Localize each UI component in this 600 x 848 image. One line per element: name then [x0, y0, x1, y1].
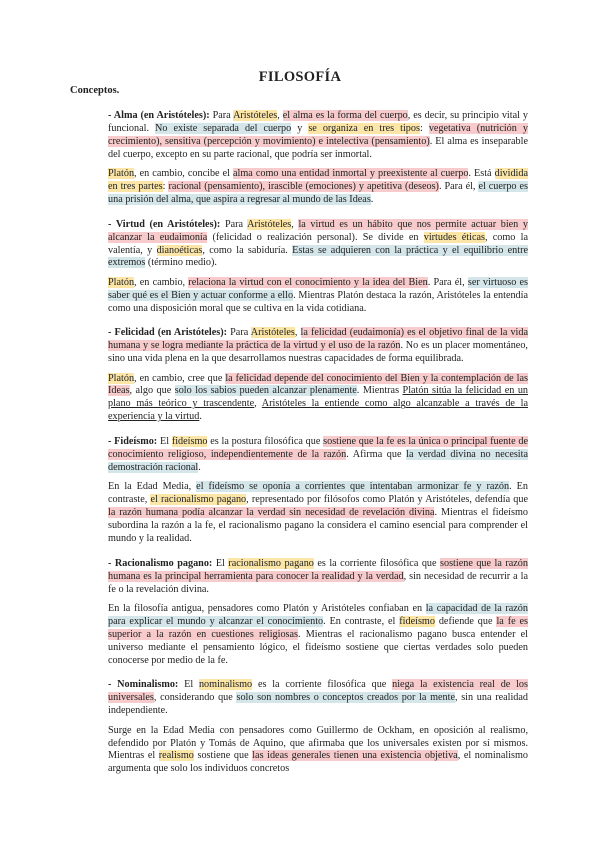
- text-run: . Afirma que: [346, 449, 407, 461]
- highlighted-text: fideísmo: [171, 436, 208, 448]
- highlighted-text: la felicidad (eudaimonía) es el objetivo final de la vida humana y se logra mediante la práctica de la virtud y el uso de la razón: [108, 327, 529, 352]
- highlighted-text: Aristóteles: [233, 110, 278, 121]
- text-run: . No es un placer momentáneo, sino una vida plena en la que desarrollamos nuestras capacidades de forma equilibrada.: [108, 340, 528, 365]
- text-run: El: [184, 679, 199, 691]
- highlighted-text: Aristóteles: [247, 218, 292, 230]
- term-heading: - Racionalismo pagano:: [108, 557, 216, 569]
- text-run: , es decir, su principio vital y funcional.: [108, 110, 528, 134]
- highlighted-text: solo son nombres o conceptos creados por la mente: [236, 692, 455, 704]
- underlined-text: Aristóteles la entiende como algo alcanzable a través de la experiencia y la virtud: [108, 398, 528, 423]
- highlighted-text: la felicidad depende del conocimiento del Bien y la contemplación de las Ideas: [108, 372, 528, 397]
- document-title: FILOSOFÍA: [258, 69, 342, 85]
- text-run: Para: [224, 218, 248, 230]
- paragraph-racionalismo-antigua: [108, 603, 528, 668]
- text-run: . Para él,: [438, 180, 479, 192]
- text-run: .: [370, 193, 374, 205]
- term-heading: Alma: [113, 110, 138, 121]
- text-run: , sin necesidad de recurrir a la fe o la revelación divina.: [108, 570, 528, 595]
- text-run: , como la valentía, y: [108, 231, 528, 256]
- highlighted-text: solo los sabios pueden alcanzar plenamente: [174, 385, 357, 397]
- text-run: ,: [291, 218, 299, 230]
- highlighted-text: la razón humana podía alcanzar la verdad sin necesidad de revelación divina: [108, 507, 435, 519]
- paragraph-virtud-platon: [108, 277, 528, 316]
- highlighted-text: sostiene que la razón humana es la principal herramienta para conocer la realidad y la verdad: [108, 557, 528, 582]
- highlighted-text: el racionalismo pagano: [150, 494, 247, 506]
- highlighted-text: las ideas generales tienen una existencia objetiva: [252, 750, 458, 762]
- text-run: defiende que: [434, 615, 497, 627]
- section-subheading: Conceptos.: [70, 85, 120, 96]
- text-run: Para: [212, 110, 234, 121]
- text-run: es la postura filosófica que: [207, 436, 324, 448]
- text-run: .: [199, 411, 202, 423]
- text-run: , considerando que: [153, 692, 237, 704]
- paragraph-racionalismo-pagano: [108, 558, 528, 597]
- term-heading: (: [137, 110, 144, 121]
- highlighted-text: alma como una entidad inmortal y preexistente al cuerpo: [233, 168, 469, 180]
- text-run: El: [159, 436, 172, 448]
- text-run: El: [215, 557, 229, 569]
- highlighted-text: el fideísmo se oponía a corrientes que intentaban armonizar fe y razón: [196, 481, 510, 493]
- paragraph-felicidad-aristoteles: [108, 327, 528, 366]
- text-run: . Para él,: [427, 276, 468, 288]
- text-run: , como la sabiduría.: [202, 244, 293, 256]
- text-run: y: [291, 122, 309, 134]
- text-run: , en cambio,: [134, 276, 189, 288]
- text-run: (término medio).: [145, 257, 217, 269]
- highlighted-text: la fe es superior a la razón en cuestiones religiosas: [108, 615, 528, 640]
- term-heading: en Aristóteles: [143, 110, 203, 121]
- highlighted-text: ser virtuoso es saber qué es el Bien y actuar conforme a ello: [108, 276, 528, 301]
- text-run: . Está: [468, 168, 495, 180]
- text-run: Surge en la Edad Media con pensadores como Guillermo de Ockham, en oposición al realismo, defendido por Platón y Tomás de Aquino, que afirmaba que los universales existen por sí mismos. Mientras el: [108, 724, 528, 762]
- text-run: En la Edad Media,: [108, 481, 197, 493]
- highlighted-text: Platón: [108, 276, 135, 288]
- highlighted-text: Platón: [108, 372, 135, 384]
- highlighted-text: nominalismo: [198, 679, 253, 691]
- text-run: . Mientras el fideísmo subordina la razón a la fe, el racionalismo pagano la considera el camino esencial para comprender el mundo y la realidad.: [108, 507, 528, 544]
- highlighted-text: No existe separada del cuerpo: [155, 122, 292, 134]
- highlighted-text: fideísmo: [399, 615, 435, 627]
- highlighted-text: la virtud es un hábito que nos permite actuar bien y alcanzar la eudaimonía: [108, 218, 528, 243]
- text-run: . Mientras Platón destaca la razón, Aristóteles la entendía como una disposición moral que se cultiva en la vida cotidiana.: [108, 289, 529, 314]
- highlighted-text: se organiza en tres tipos: [308, 122, 420, 134]
- paragraph-fideismo: [108, 436, 528, 475]
- text-run: es la corriente filosófica que: [252, 679, 393, 691]
- text-run: (felicidad o realización personal). Se divide en: [207, 231, 424, 243]
- highlighted-text: realismo: [158, 750, 194, 762]
- highlighted-text: la verdad divina no necesita demostración racional: [108, 449, 528, 474]
- text-run: . En contraste, el: [323, 615, 400, 627]
- document-body: [108, 110, 528, 783]
- highlighted-text: sostiene que la fe es la única o principal fuente de conocimiento religioso, independientemente de la razón: [108, 436, 529, 461]
- text-run: , representado por filósofos como Platón y Aristóteles, defendía que: [246, 494, 528, 506]
- highlighted-text: virtudes éticas: [423, 231, 485, 243]
- text-run: . Mientras: [356, 385, 403, 397]
- highlighted-text: el alma es la forma del cuerpo: [282, 110, 408, 121]
- text-run: :: [162, 180, 169, 192]
- text-run: , el nominalismo argumenta que solo los individuos concretos: [108, 750, 529, 775]
- underlined-text: Platón sitúa la felicidad en un plano más teórico y trascendente: [108, 385, 529, 410]
- highlighted-text: vegetativa (nutrición y crecimiento), sensitiva (percepción y movimiento) e intelectiva (pensamiento): [108, 122, 528, 147]
- highlighted-text: Platón: [108, 168, 135, 180]
- text-run: . En contraste,: [108, 481, 528, 506]
- highlighted-text: dianoéticas: [156, 244, 203, 256]
- term-heading: ):: [202, 110, 213, 121]
- highlighted-text: la capacidad de la razón para explicar el mundo y alcanzar el conocimiento: [108, 602, 528, 627]
- text-run: , en cambio, concibe el: [134, 168, 234, 180]
- text-run: , en cambio, cree que: [134, 372, 226, 384]
- highlighted-text: racionalismo pagano: [228, 557, 314, 569]
- paragraph-nominalismo-edad-media: [108, 725, 528, 777]
- highlighted-text: Aristóteles: [250, 327, 295, 339]
- highlighted-text: relaciona la virtud con el conocimiento y la idea del Bien: [188, 276, 428, 288]
- paragraph-nominalismo: [108, 679, 528, 718]
- term-heading: -: [108, 110, 114, 121]
- highlighted-text: Estas se adquieren con la práctica y el equilibrio entre extremos: [108, 244, 529, 269]
- paragraph-alma-aristoteles: [108, 110, 528, 162]
- text-run: sostiene que: [193, 750, 253, 762]
- text-run: :: [419, 122, 429, 134]
- term-heading: - Virtud (en Aristóteles):: [108, 218, 225, 230]
- text-run: , algo que: [129, 385, 175, 397]
- text-run: . Mientras el racionalismo pagano busca entender el universo mediante el pensamiento lógico, el fideísmo sostiene que ciertas verdades solo pueden conocerse por medio de la fe.: [108, 628, 528, 666]
- highlighted-text: racional (pensamiento), irascible (emociones) y apetitiva (deseos): [168, 180, 439, 192]
- highlighted-text: dividida en tres partes: [108, 168, 528, 192]
- text-run: En la filosofía antigua, pensadores como Platón y Aristóteles confiaban en: [108, 602, 426, 614]
- text-run: .: [198, 462, 201, 474]
- text-run: . El alma es inseparable del cuerpo, excepto en su parte racional, que podría ser inmortal.: [108, 135, 528, 160]
- text-run: , sin una realidad independiente.: [108, 692, 529, 717]
- text-run: ,: [294, 327, 301, 339]
- term-heading: - Felicidad (en Aristóteles):: [108, 327, 231, 339]
- paragraph-alma-platon: [108, 168, 528, 207]
- paragraph-virtud-aristoteles: [108, 219, 528, 271]
- paragraph-fideismo-edad-media: [108, 481, 528, 546]
- text-run: es la corriente filosófica que: [313, 557, 441, 569]
- term-heading: - Fideísmo:: [108, 436, 160, 448]
- highlighted-text: niega la existencia real de los universales: [108, 679, 528, 704]
- paragraph-felicidad-platon: [108, 373, 528, 425]
- highlighted-text: el cuerpo es una prisión del alma, que aspira a regresar al mundo de las Ideas: [108, 180, 528, 205]
- text-run: ,: [277, 110, 283, 121]
- text-run: ,: [254, 398, 262, 410]
- text-run: Para: [230, 327, 251, 339]
- term-heading: - Nominalismo:: [108, 679, 185, 691]
